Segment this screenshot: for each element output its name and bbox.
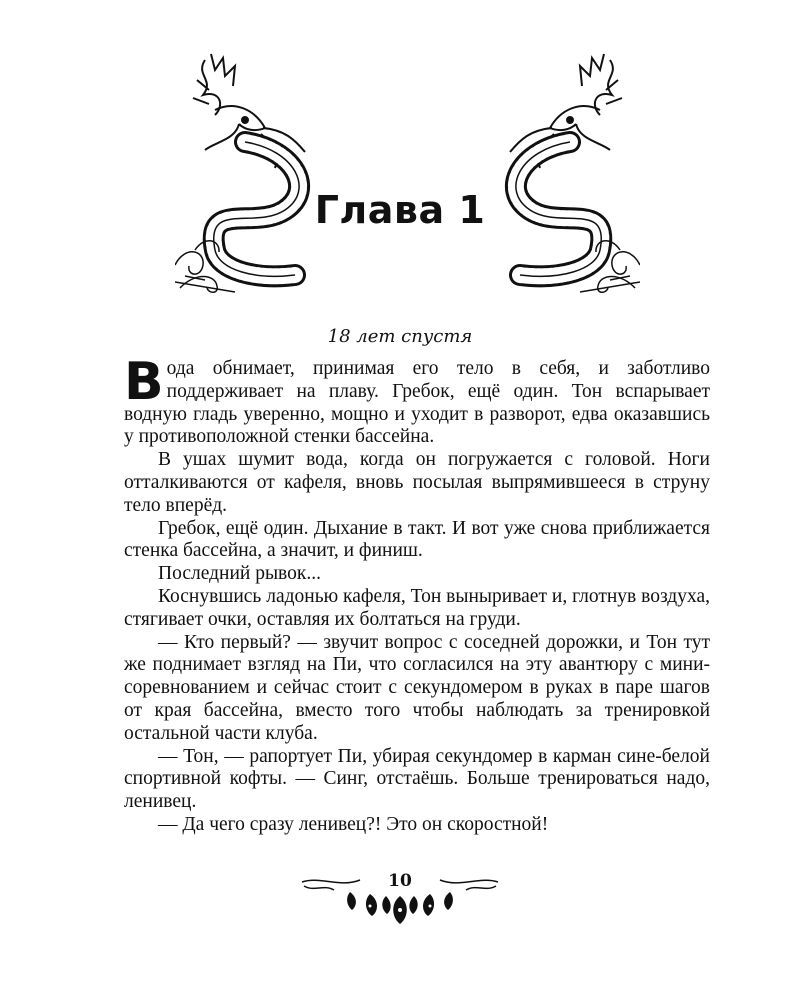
chapter-subtitle: 18 лет спустя <box>327 326 473 347</box>
chapter-header <box>0 50 800 300</box>
chapter-title: Глава 1 <box>314 188 486 232</box>
paragraph: — Да чего сразу ленивец?! Это он скоростной! <box>158 813 549 835</box>
paragraph: — Тон, — рапортует Пи, убирая секундомер в карман сине-белой спортивной кофты. — Синг, отстаёшь. Больше тренироваться надо, ленивец. <box>124 745 710 813</box>
paragraph: — Кто первый? — звучит вопрос с соседней дорожки, и Тон тут же поднимает взгляд на Пи, что согласился на эту авантюру с мини-соревнованием и сейчас стоит с секундомером в руках в паре шагов от края бассейна, вместо того чтобы наблюдать за тренировкой остальной части клуба. <box>124 631 710 744</box>
paragraph <box>124 352 710 449</box>
body-text <box>124 352 710 837</box>
paragraph: Гребок, ещё один. Дыхание в такт. И вот уже снова приближается стенка бассейна, а значит, и финиш. <box>124 517 710 562</box>
page-number: 10 <box>388 871 412 891</box>
paragraph: Последний рывок... <box>158 563 321 585</box>
drop-cap: В <box>124 352 164 412</box>
paragraph: В ушах шумит вода, когда он погружается с головой. Ноги отталкиваются от кафеля, вновь посылая выпрямившееся в струну тело вперёд. <box>124 449 710 516</box>
paragraph-text: ода обнимает, принимая его тело в себя, и заботливо поддерживает на плаву. Гребок, ещё один. Тон вспарывает водную гладь уверенно, мощно и уходит в разворот, едва оказавшись у противоположной стенки бассейна. <box>124 358 710 448</box>
page-footer <box>0 866 800 936</box>
dragon-right-illustration <box>490 50 640 295</box>
dragon-left-illustration <box>175 50 325 295</box>
paragraph: Коснувшись ладонью кафеля, Тон выныривает и, глотнув воздуха, стягивает очки, оставляя их болтаться на груди. <box>124 585 710 630</box>
